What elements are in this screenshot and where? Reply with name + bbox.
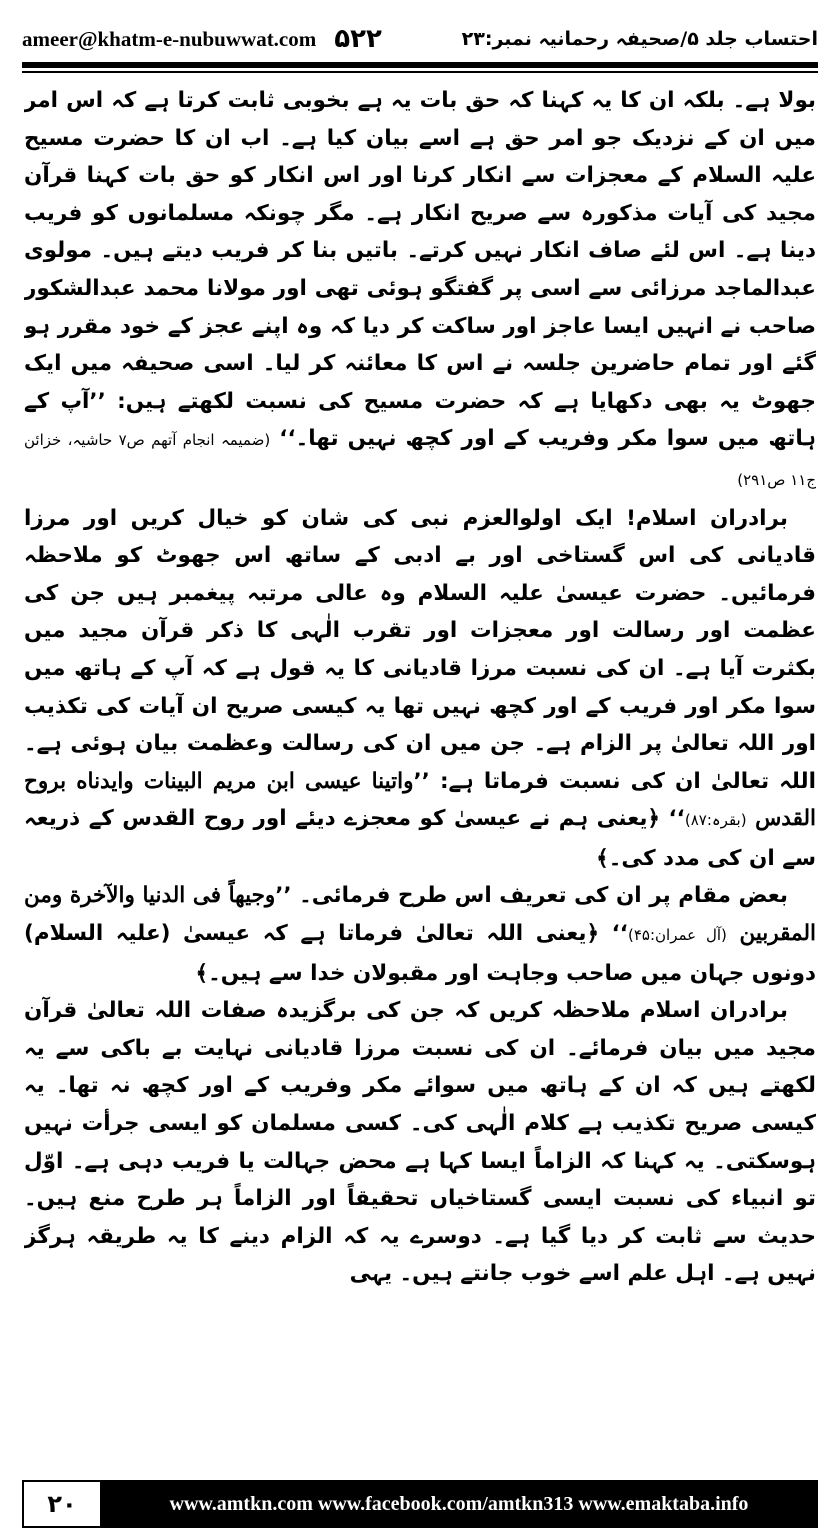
- footer-links: www.amtkn.com www.facebook.com/amtkn313 www.emaktaba.info: [100, 1480, 818, 1528]
- paragraph-1-text: بولا ہے۔ بلکہ ان کا یہ کہنا کہ حق بات یہ ہے بخوبی ثابت کرتا ہے کہ اس امر میں ان کے نزدیک جو امر حق ہے اسے بیان کیا ہے۔ اب ان کا حضرت مسیح علیہ السلام کے معجزات سے انکار کرنا اور اس انکار کو حق بات کہنا قرآن مجید کی آیات مذکورہ سے صریح انکار ہے۔ مگر چونکہ مسلمانوں کو فریب دینا ہے۔ اس لئے صاف انکار نہیں کرتے۔ باتیں بنا کر فریب دیتے ہیں۔ مولوی عبدالماجد مرزائی سے اسی پر گفتگو ہوئی تھی اور مولانا محمد عبدالشکور صاحب نے انہیں ایسا عاجز اور ساکت کر دیا کہ وہ اپنے عجز کے خود مقرر ہو گئے اور تمام حاضرین جلسہ نے اس کا معائنہ کر لیا۔ اسی صحیفہ میں ایک جھوٹ یہ بھی دکھایا ہے کہ حضرت مسیح کی نسبت لکھتے ہیں: ’’آپ کے ہاتھ میں سوا مکر وفریب کے اور کچھ نہیں تھا۔‘‘: [24, 88, 816, 452]
- paragraph-3-reference: (آل عمران:۴۵): [627, 926, 727, 945]
- paragraph-3-text: بعض مقام پر ان کی تعریف اس طرح فرمائی۔ ’’: [275, 883, 788, 909]
- paragraph-2: [24, 500, 816, 878]
- paragraph-4-text: برادران اسلام ملاحظہ کریں کہ جن کی برگزیدہ صفات اللہ تعالیٰ قرآن مجید میں بیان فرمائے۔ ان کی نسبت مرزا قادیانی نہایت بے باکی سے یہ لکھتے ہیں کہ ان کے ہاتھ میں سوائے مکر وفریب کے اور کچھ نہ تھا۔ یہ کیسی صریح تکذیب ہے کلام الٰہی کی۔ کسی مسلمان کو ایسی جرأت نہیں ہوسکتی۔ یہ کہنا کہ الزاماً ایسا کہا ہے محض جہالت یا فریب دہی ہے۔ اوّل تو انبیاء کی نسبت ایسی گستاخیاں تحقیقاً اور الزاماً ہر طرح منع ہیں۔ حدیث سے ثابت کر دیا گیا ہے۔ دوسرے یہ کہ الزام دینے کا یہ طریقہ ہرگز نہیں ہے۔ اہل علم اسے خوب جانتے ہیں۔ یہی: [24, 998, 816, 1287]
- header-rule-thin: [22, 71, 818, 73]
- paragraph-2-text: برادران اسلام! ایک اولوالعزم نبی کی شان کو خیال کریں اور مرزا قادیانی کی اس گستاخی اور بے ادبی کے ساتھ اس جھوٹ کو ملاحظہ فرمائیں۔ حضرت عیسیٰ علیہ السلام وہ عالی مرتبہ پیغمبر ہیں جن کی عظمت اور رسالت اور معجزات اور تقرب الٰہی کا ذکر قرآن مجید میں بکثرت آیا ہے۔ ان کی نسبت مرزا قادیانی کا یہ قول ہے کہ آپ کے ہاتھ میں سوا مکر اور فریب کے اور کچھ نہیں تھا یہ کیسی صریح ان آیات کی تکذیب اور اللہ تعالیٰ پر الزام ہے۔ جن میں ان کی رسالت وعظمت بیان ہوئی ہے۔ اللہ تعالیٰ ان کی نسبت فرماتا ہے: ’’: [24, 505, 816, 794]
- page-footer: [22, 1480, 818, 1528]
- header-page-number: ۵۲۲: [334, 24, 382, 54]
- paragraph-1-reference: (ضمیمہ انجام آتھم ص۷ حاشیہ، خزائن ج۱۱ ص۲۹۱): [24, 431, 816, 489]
- page-body: [24, 82, 816, 1462]
- paragraph-3-translation: ‘‘ ﴿یعنی اللہ تعالیٰ فرماتا ہے کہ عیسیٰ (علیہ السلام) دونوں جہان میں صاحب وجاہت اور مقبولان خدا سے ہیں۔﴾: [24, 921, 816, 986]
- paragraph-3: [24, 877, 816, 992]
- header-running-title: احتساب جلد ۵/صحیفہ رحمانیہ نمبر:۲۳: [461, 28, 818, 50]
- header-left: [22, 24, 382, 54]
- paragraph-4: [24, 992, 816, 1293]
- page-header: [22, 18, 818, 60]
- header-email: ameer@khatm-e-nubuwwat.com: [22, 26, 317, 51]
- header-rule-thick: [22, 62, 818, 68]
- footer-page-number: ۲۰: [22, 1480, 100, 1528]
- paragraph-2-reference: (بقرہ:۸۷): [684, 811, 747, 830]
- paragraph-1: [24, 82, 816, 500]
- paragraph-2-arabic-verse: واتینا عیسی ابن مریم البینات وایدناه بروح القدس: [24, 768, 816, 832]
- paragraph-2-translation: ‘‘ ﴿یعنی ہم نے عیسیٰ کو معجزے دیئے اور روح القدس کے ذریعہ سے ان کی مدد کی۔﴾: [24, 806, 816, 871]
- paragraph-3-arabic-verse: وجیهاً فی الدنیا والآخرة ومن المقربین: [24, 883, 816, 947]
